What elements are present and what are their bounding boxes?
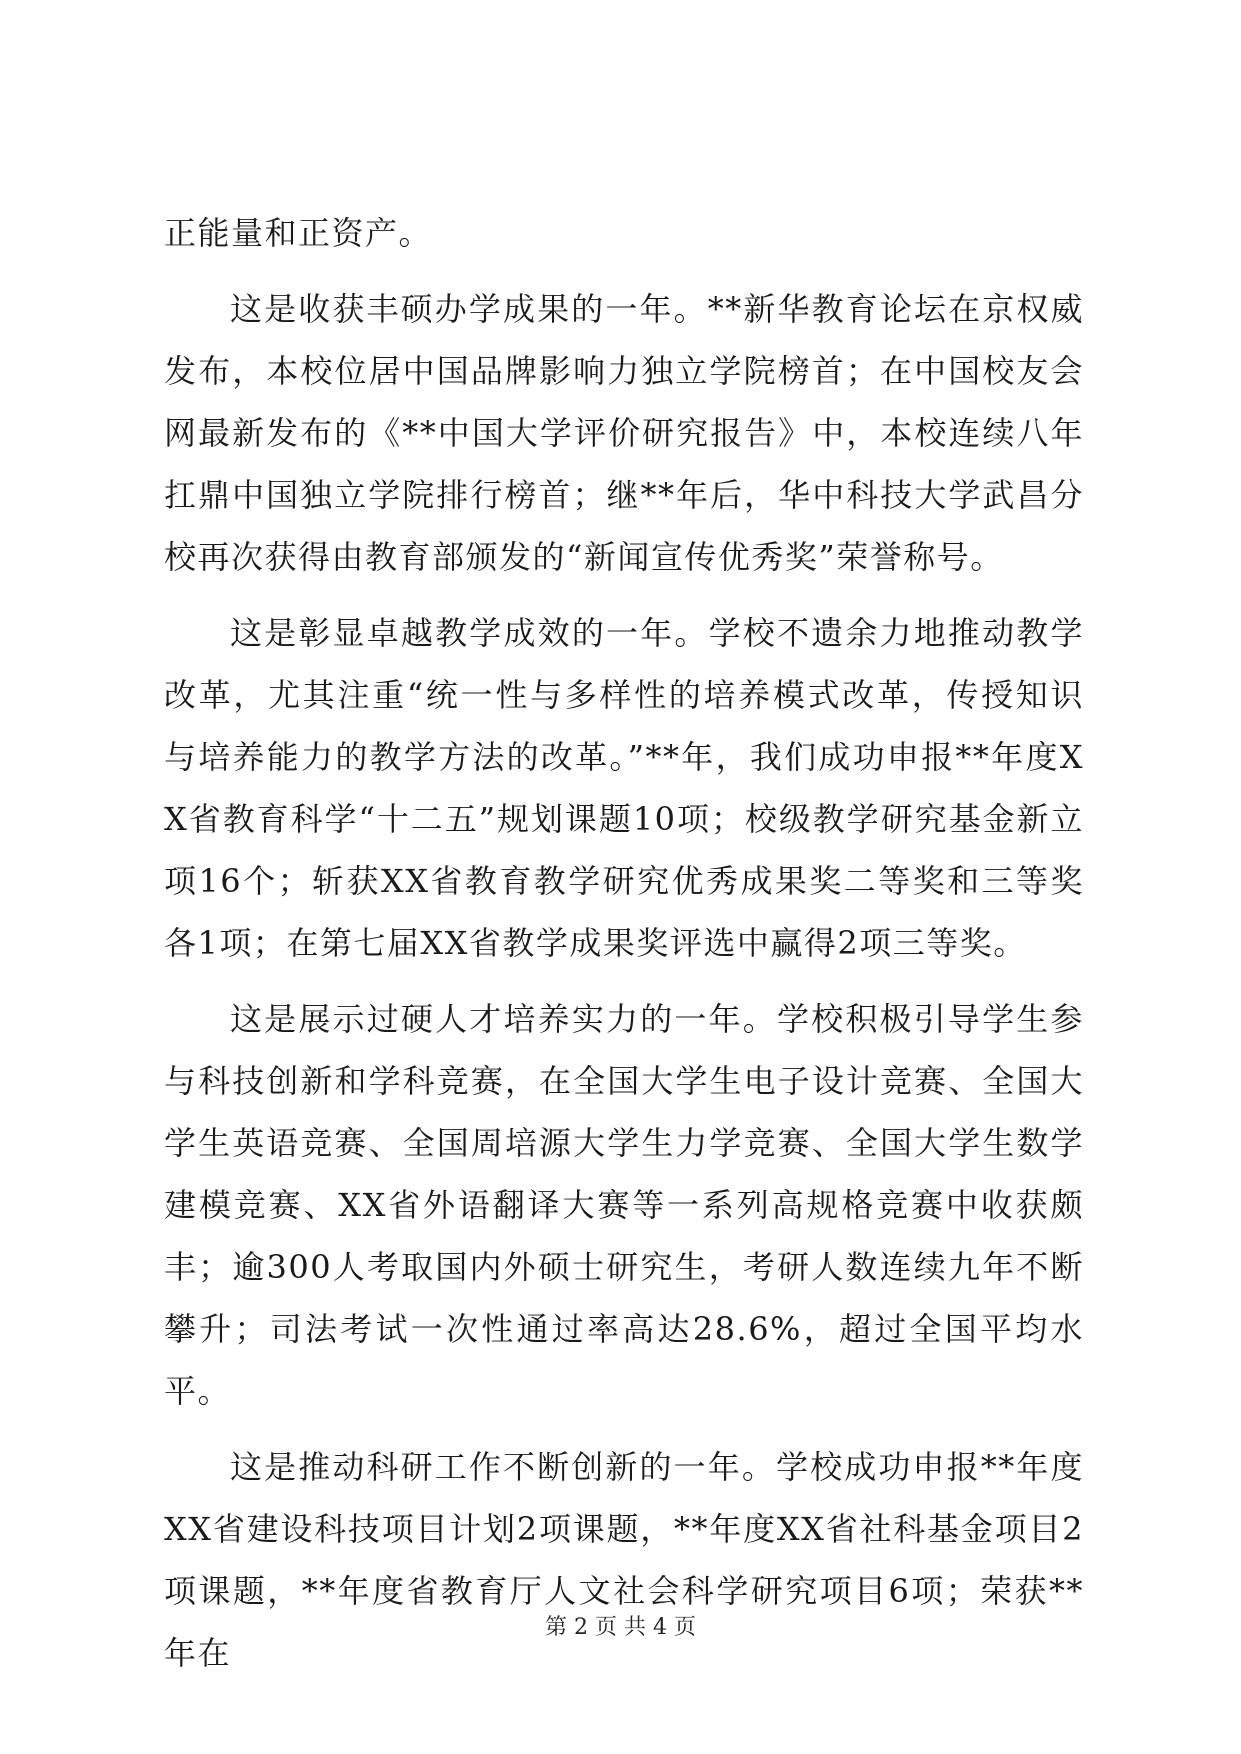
page-footer: 第 2 页 共 4 页	[545, 1615, 696, 1640]
paragraph-3: 这是彰显卓越教学成效的一年。学校不遗余力地推动教学改革，尤其注重“统一性与多样性的培养模式改革，传授知识与培养能力的教学方法的改革。”**年，我们成功申报**年度XX省教育科学“十二五”规划课题10项；校级教学研究基金新立项16个；斩获XX省教育教学研究优秀成果奖二等奖和三等奖各1项；在第七届XX省教学成果奖评选中赢得2项三等奖。	[164, 614, 1084, 962]
paragraph-4: 这是展示过硬人才培养实力的一年。学校积极引导学生参与科技创新和学科竞赛，在全国大学生电子设计竞赛、全国大学生英语竞赛、全国周培源大学生力学竞赛、全国大学生数学建模竞赛、XX省外语翻译大赛等一系列高规格竞赛中收获颇丰；逾300人考取国内外硕士研究生，考研人数连续九年不断攀升；司法考试一次性通过率高达28.6%，超过全国平均水平。	[164, 1000, 1084, 1410]
paragraph-2: 这是收获丰硕办学成果的一年。**新华教育论坛在京权威发布，本校位居中国品牌影响力独立学院榜首；在中国校友会网最新发布的《**中国大学评价研究报告》中，本校连续八年扛鼎中国独立学院排行榜首；继**年后，华中科技大学武昌分校再次获得由教育部颁发的“新闻宣传优秀奖”荣誉称号。	[164, 290, 1084, 576]
document-body	[164, 202, 1084, 1698]
paragraph-1: 正能量和正资产。	[164, 214, 433, 252]
paragraph-5: 这是推动科研工作不断创新的一年。学校成功申报**年度XX省建设科技项目计划2项课题，**年度XX省社科基金项目2项课题，**年度省教育厅人文社会科学研究项目6项；荣获**年在	[164, 1448, 1084, 1672]
